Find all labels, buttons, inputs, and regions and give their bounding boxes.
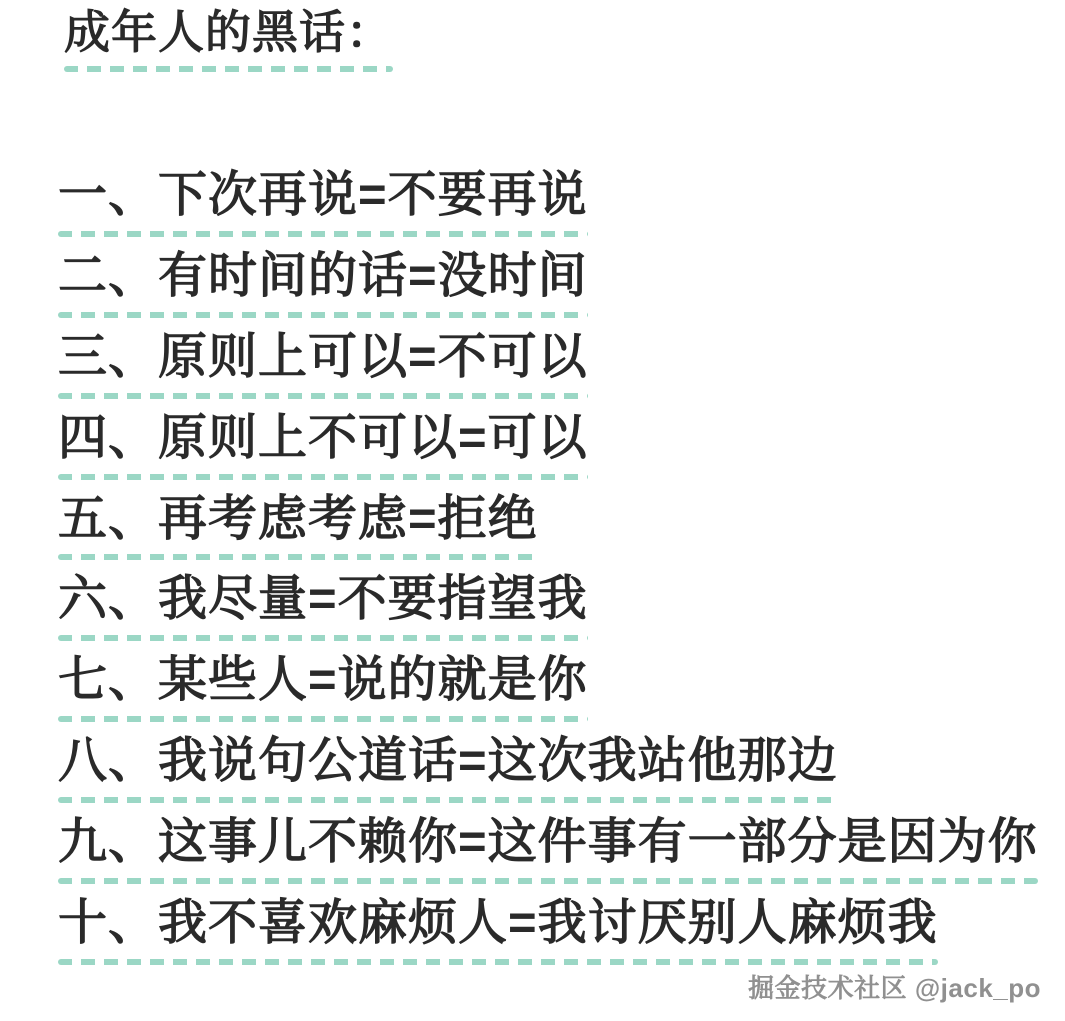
list-item: 八、我说句公道话=这次我站他那边	[58, 736, 860, 803]
list-item: 六、我尽量=不要指望我	[58, 574, 610, 641]
list-item: 九、这事儿不赖你=这件事有一部分是因为你	[58, 817, 1060, 884]
list-item: 三、原则上可以=不可以	[58, 332, 610, 399]
slang-list	[58, 167, 1065, 965]
list-item: 十、我不喜欢麻烦人=我讨厌别人麻烦我	[58, 898, 960, 965]
page-title: 成年人的黑话：	[64, 8, 415, 72]
watermark: 掘金技术社区 @jack_po	[748, 973, 1041, 1003]
list-item: 二、有时间的话=没时间	[58, 251, 610, 318]
list-item: 五、再考虑考虑=拒绝	[58, 494, 560, 561]
list-item: 七、某些人=说的就是你	[58, 655, 610, 722]
list-item: 四、原则上不可以=可以	[58, 413, 610, 480]
list-item: 一、下次再说=不要再说	[58, 170, 610, 237]
